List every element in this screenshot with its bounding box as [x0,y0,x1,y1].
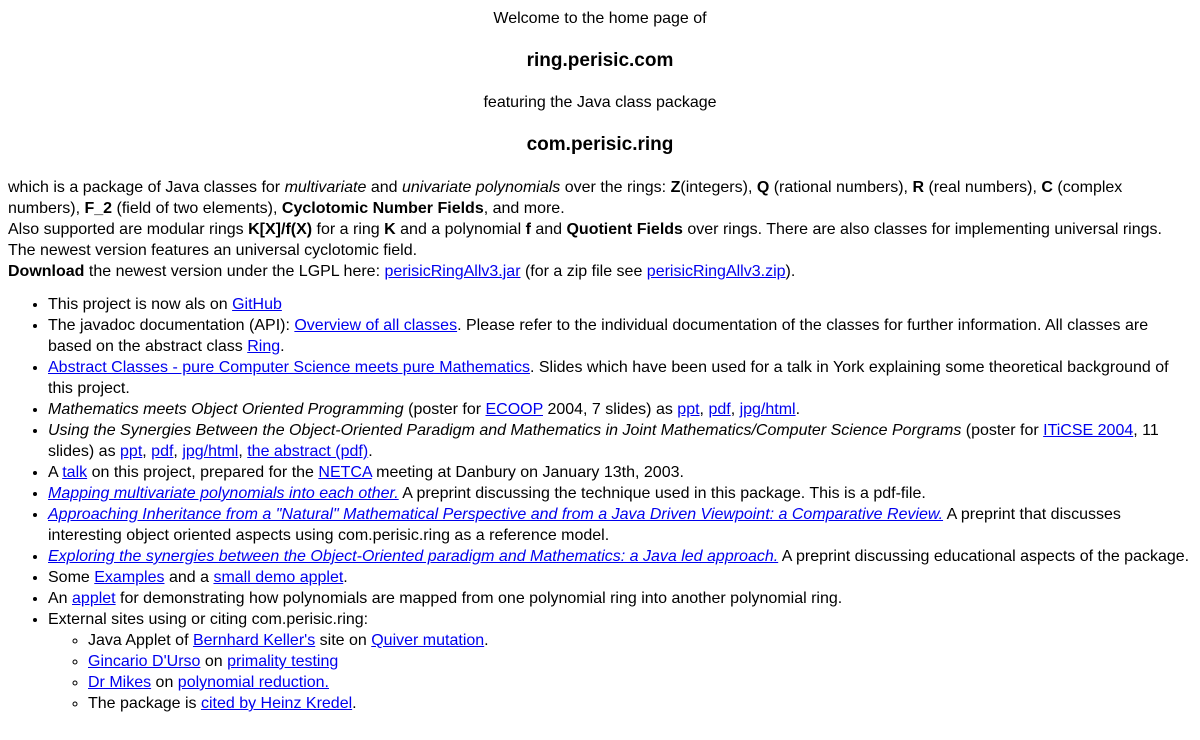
item-text: The package is [88,695,201,712]
list-item-abstract-classes [48,357,1192,399]
item-text: 2004, 7 slides) as [543,401,678,418]
item-text: , [173,443,183,460]
ring-q: Q [756,179,770,196]
item-text: . Slides which have been used for a talk in York explaining some theoretical background of this project. [48,359,1169,397]
resource-list [8,294,1192,714]
item-text: . [368,443,373,460]
talk-link[interactable]: talk [62,464,88,481]
list-item-javadoc [48,315,1192,357]
item-text: . Please refer to the individual documentation of the classes for further information. All classes are based on the abstract class [48,317,1149,355]
netca-link[interactable]: NETCA [318,464,372,481]
intro-text: and [530,221,567,238]
intro-text: (integers), [680,179,757,196]
ring-f2: F_2 [84,200,113,217]
item-text: on [151,674,178,691]
poster-title: Mathematics meets Object Oriented Programming [48,401,404,418]
primality-testing-link[interactable]: primality testing [227,653,339,670]
item-text: . [352,695,357,712]
download-label: Download [8,263,85,280]
item-text: , [730,401,740,418]
intro-paragraph [8,177,1192,282]
site-title: ring.perisic.com [526,50,674,71]
intro-text: over the rings: [560,179,671,196]
overview-classes-link[interactable]: Overview of all classes [294,317,458,334]
item-text: on [200,653,228,670]
header [8,8,1192,156]
zip-download-link[interactable]: perisicRingAllv3.zip [646,263,786,280]
inheritance-preprint-link[interactable]: Approaching Inheritance from a "Natural" Mathematical Perspective and from a Java Driven Viewpoint: a Comparative Review. [48,506,944,523]
iticse-html-link[interactable]: jpg/html [182,443,239,460]
item-text: (poster for [961,422,1044,439]
list-item-github [48,294,1192,315]
item-text: , 11 slides) as [48,422,1159,460]
item-text: meeting at Danbury on January 13th, 2003. [371,464,684,481]
intro-text: (real numbers), [924,179,1042,196]
ring-r: R [912,179,925,196]
list-item-iticse [48,420,1192,462]
list-item-mapping [48,483,1192,504]
item-text: A preprint discussing the technique used in this package. This is a pdf-file. [398,485,926,502]
intro-emph: univariate polynomials [401,179,561,196]
intro-text: the newest version under the LGPL here: [84,263,385,280]
iticse-abstract-link[interactable]: the abstract (pdf) [247,443,369,460]
item-text: (poster for [403,401,486,418]
ecoop-pdf-link[interactable]: pdf [708,401,731,418]
list-item-durso [88,651,1192,672]
intro-text: which is a package of Java classes for [8,179,285,196]
item-text: and a [164,569,214,586]
dr-mikes-link[interactable]: Dr Mikes [88,674,152,691]
item-text: . [484,632,489,649]
list-item-kredel [88,693,1192,714]
applet-link[interactable]: applet [72,590,116,607]
intro-text: (complex numbers), [8,179,1123,217]
ring-class-link[interactable]: Ring [247,338,281,355]
list-item-ecoop [48,399,1192,420]
github-link[interactable]: GitHub [232,296,282,313]
ring-c: C [1041,179,1053,196]
iticse-pdf-link[interactable]: pdf [151,443,174,460]
intro-text: over rings. There are also classes for implementing universal rings. The newest version features an universal cyclotomic field. [8,221,1162,259]
quotient-fields: Quotient Fields [566,221,683,238]
synergies-preprint-link[interactable]: Exploring the synergies between the Object-Oriented paradigm and Mathematics: a Java led approach. [48,548,779,565]
item-text: for demonstrating how polynomials are mapped from one polynomial ring into another polynomial ring. [115,590,843,607]
intro-text: (for a zip file see [520,263,647,280]
list-item-mikes [88,672,1192,693]
list-item-talk [48,462,1192,483]
polynomial-f: f [525,221,531,238]
list-item-examples [48,567,1192,588]
polynomial-reduction-link[interactable]: polynomial reduction. [177,674,329,691]
intro-text: (field of two elements), [112,200,282,217]
kredel-citation-link[interactable]: cited by Heinz Kredel [200,695,353,712]
item-text: A [48,464,63,481]
intro-text: , and more. [483,200,565,217]
abstract-classes-link[interactable]: Abstract Classes - pure Computer Science meets pure Mathematics [48,359,530,376]
item-text: , [699,401,709,418]
keller-link[interactable]: Bernhard Keller's [192,632,316,649]
intro-text: ). [785,263,796,280]
item-text: A preprint that discusses interesting object oriented aspects using com.perisic.ring as a reference model. [48,506,1121,544]
demo-applet-link[interactable]: small demo applet [213,569,344,586]
item-text: . [280,338,285,355]
item-text: This project is now als on [48,296,233,313]
item-text: Java Applet of [88,632,193,649]
intro-text: and [366,179,402,196]
iticse-link[interactable]: ITiCSE 2004 [1043,422,1134,439]
intro-text: Also supported are modular rings [8,221,249,238]
item-text: , [238,443,248,460]
item-text: An [48,590,73,607]
list-item-external [48,609,1192,714]
welcome-text: Welcome to the home page of [493,10,707,27]
poster-title: Using the Synergies Between the Object-Oriented Paradigm and Mathematics in Joint Mathematics/Computer Science Porgrams [48,422,962,439]
ring-k: K [384,221,396,238]
item-text: . [795,401,801,418]
featuring-text: featuring the Java class package [483,94,717,111]
ecoop-ppt-link[interactable]: ppt [677,401,700,418]
durso-link[interactable]: Gincario D'Urso [88,653,201,670]
iticse-ppt-link[interactable]: ppt [120,443,143,460]
jar-download-link[interactable]: perisicRingAllv3.jar [384,263,521,280]
intro-text: for a ring [312,221,385,238]
item-text: The javadoc documentation (API): [48,317,295,334]
quiver-mutation-link[interactable]: Quiver mutation [371,632,485,649]
item-text: , [142,443,152,460]
ecoop-link[interactable]: ECOOP [485,401,543,418]
item-text: A preprint discussing educational aspects of the package. [778,548,1190,565]
item-text: External sites using or citing com.perisic.ring: [48,611,369,628]
intro-emph: multivariate [284,179,367,196]
list-item-keller [88,630,1192,651]
list-item-inheritance [48,504,1192,546]
modular-ring: K[X]/f(X) [248,221,313,238]
examples-link[interactable]: Examples [94,569,165,586]
intro-text: and a polynomial [395,221,526,238]
item-text: on this project, prepared for the [87,464,319,481]
list-item-synergies [48,546,1192,567]
mapping-preprint-link[interactable]: Mapping multivariate polynomials into each other. [48,485,399,502]
package-title: com.perisic.ring [526,134,674,155]
item-text: . [343,569,348,586]
ecoop-html-link[interactable]: jpg/html [739,401,796,418]
item-text: Some [48,569,95,586]
ring-z: Z [670,179,681,196]
ring-cyclotomic: Cyclotomic Number Fields [281,200,484,217]
list-item-applet [48,588,1192,609]
intro-text: (rational numbers), [769,179,913,196]
item-text: site on [315,632,372,649]
external-sites-list [48,630,1192,714]
